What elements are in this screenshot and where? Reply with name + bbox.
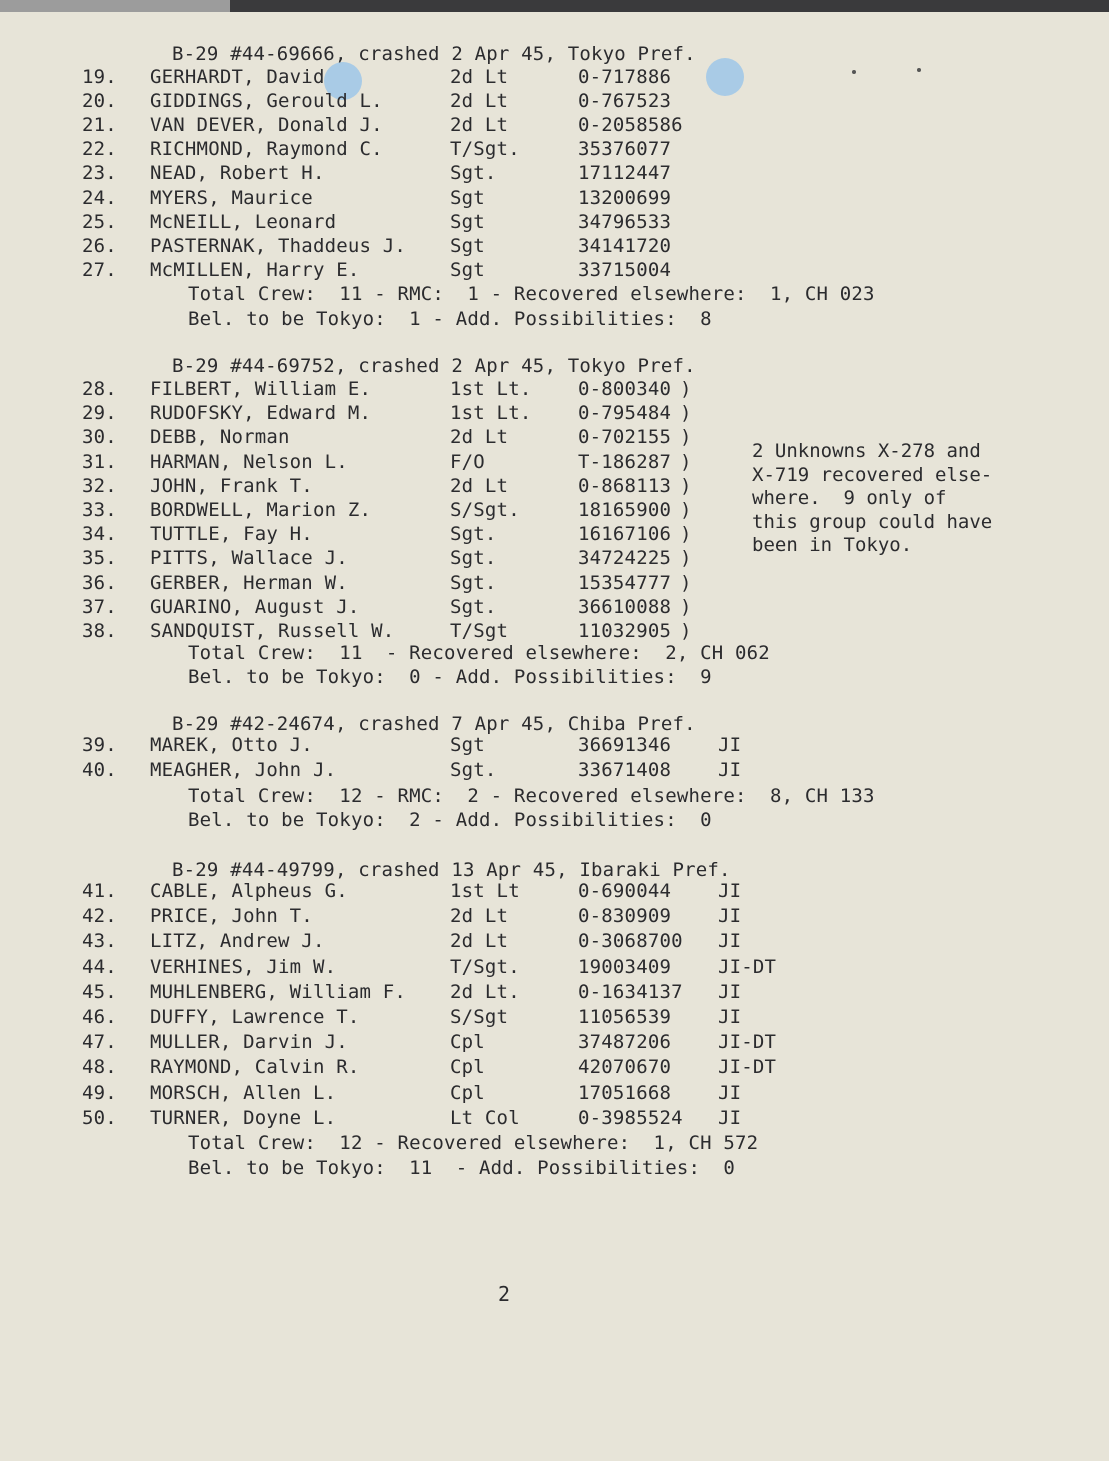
crew-rank: 2d Lt xyxy=(450,475,509,497)
crew-rank: 1st Lt. xyxy=(450,378,532,400)
crew-rank: 2d Lt xyxy=(450,426,509,448)
crew-rank: 2d Lt xyxy=(450,905,509,927)
crew-name: RICHMOND, Raymond C. xyxy=(150,138,383,160)
row-number: 41. xyxy=(82,880,117,902)
crew-status: JI-DT xyxy=(718,1031,777,1053)
row-number: 44. xyxy=(82,956,117,978)
crew-total-line: Total Crew: 11 - RMC: 1 - Recovered elsewhere: 1, CH 023 xyxy=(188,283,875,305)
crew-rank: F/O xyxy=(450,451,485,473)
tokyo-possibilities-line: Bel. to be Tokyo: 0 - Add. Possibilities: 9 xyxy=(188,666,712,688)
crew-name: GERHARDT, David xyxy=(150,66,325,88)
crew-name: TURNER, Doyne L. xyxy=(150,1107,337,1129)
crew-serial: 34724225 xyxy=(578,547,672,569)
crew-serial: 0-830909 xyxy=(578,905,672,927)
crew-name: RUDOFSKY, Edward M. xyxy=(150,402,372,424)
crew-name: MULLER, Darvin J. xyxy=(150,1031,348,1053)
crew-serial: 33671408 xyxy=(578,759,672,781)
row-number: 36. xyxy=(82,572,117,594)
crew-serial: 0-868113 xyxy=(578,475,672,497)
crew-name: TUTTLE, Fay H. xyxy=(150,523,313,545)
crew-name: MUHLENBERG, William F. xyxy=(150,981,407,1003)
ink-speck xyxy=(852,70,856,74)
crew-rank: 2d Lt xyxy=(450,114,509,136)
crew-total-line: Total Crew: 12 - Recovered elsewhere: 1, CH 572 xyxy=(188,1132,759,1154)
bracket-mark: ) xyxy=(680,402,692,424)
crew-serial: 17051668 xyxy=(578,1082,672,1104)
crew-status: JI xyxy=(718,981,742,1003)
crew-name: McMILLEN, Harry E. xyxy=(150,259,360,281)
crew-name: VERHINES, Jim W. xyxy=(150,956,337,978)
row-number: 43. xyxy=(82,930,117,952)
crew-serial: 36610088 xyxy=(578,596,672,618)
crew-name: GUARINO, August J. xyxy=(150,596,360,618)
crew-serial: 36691346 xyxy=(578,734,672,756)
crew-serial: 42070670 xyxy=(578,1056,672,1078)
bracket-mark: ) xyxy=(680,451,692,473)
bracket-mark: ) xyxy=(680,547,692,569)
crew-serial: 0-702155 xyxy=(578,426,672,448)
crew-name: DEBB, Norman xyxy=(150,426,290,448)
row-number: 39. xyxy=(82,734,117,756)
crew-rank: Sgt xyxy=(450,259,485,281)
crew-serial: 34141720 xyxy=(578,235,672,257)
crew-serial: 13200699 xyxy=(578,187,672,209)
crew-serial: 34796533 xyxy=(578,211,672,233)
crew-serial: 16167106 xyxy=(578,523,672,545)
crew-rank: Sgt. xyxy=(450,523,497,545)
crew-status: JI xyxy=(718,1082,742,1104)
row-number: 50. xyxy=(82,1107,117,1129)
crew-name: HARMAN, Nelson L. xyxy=(150,451,348,473)
document-page xyxy=(0,12,1109,1461)
crew-rank: 1st Lt xyxy=(450,880,520,902)
crew-name: LITZ, Andrew J. xyxy=(150,930,325,952)
row-number: 29. xyxy=(82,402,117,424)
crew-rank: T/Sgt. xyxy=(450,138,520,160)
crew-name: BORDWELL, Marion Z. xyxy=(150,499,372,521)
crew-rank: 2d Lt. xyxy=(450,981,520,1003)
ink-speck xyxy=(917,68,921,72)
crew-rank: Sgt xyxy=(450,235,485,257)
row-number: 22. xyxy=(82,138,117,160)
crew-name: FILBERT, William E. xyxy=(150,378,372,400)
crew-status: JI xyxy=(718,759,742,781)
crew-name: SANDQUIST, Russell W. xyxy=(150,620,395,642)
crew-name: MORSCH, Allen L. xyxy=(150,1082,337,1104)
crew-serial: 0-717886 xyxy=(578,66,672,88)
crew-name: RAYMOND, Calvin R. xyxy=(150,1056,360,1078)
crew-status: JI xyxy=(718,905,742,927)
bracket-mark: ) xyxy=(680,572,692,594)
crew-name: PASTERNAK, Thaddeus J. xyxy=(150,235,407,257)
crew-rank: 2d Lt xyxy=(450,90,509,112)
scan-top-border xyxy=(0,0,1109,12)
crew-rank: Cpl xyxy=(450,1031,485,1053)
crew-status: JI xyxy=(718,1006,742,1028)
row-number: 37. xyxy=(82,596,117,618)
aircraft-header: B-29 #42-24674, crashed 7 Apr 45, Chiba Pref. xyxy=(172,713,696,735)
crew-rank: Sgt. xyxy=(450,162,497,184)
crew-serial: 17112447 xyxy=(578,162,672,184)
group-note: 2 Unknowns X-278 and X-719 recovered else- where. 9 only of this group could have been in Tokyo. xyxy=(752,440,993,556)
crew-name: McNEILL, Leonard xyxy=(150,211,337,233)
crew-status: JI xyxy=(718,734,742,756)
crew-serial: 19003409 xyxy=(578,956,672,978)
crew-rank: Sgt xyxy=(450,734,485,756)
crew-status: JI xyxy=(718,930,742,952)
aircraft-header: B-29 #44-49799, crashed 13 Apr 45, Ibaraki Pref. xyxy=(172,859,731,881)
crew-serial: 15354777 xyxy=(578,572,672,594)
crew-serial: 18165900 xyxy=(578,499,672,521)
row-number: 48. xyxy=(82,1056,117,1078)
crew-name: GERBER, Herman W. xyxy=(150,572,348,594)
row-number: 23. xyxy=(82,162,117,184)
crew-serial: 0-690044 xyxy=(578,880,672,902)
crew-serial: 11056539 xyxy=(578,1006,672,1028)
crew-rank: Sgt xyxy=(450,187,485,209)
row-number: 40. xyxy=(82,759,117,781)
crew-status: JI xyxy=(718,880,742,902)
row-number: 24. xyxy=(82,187,117,209)
crew-serial: 0-1634137 xyxy=(578,981,683,1003)
crew-rank: Cpl xyxy=(450,1082,485,1104)
crew-serial: 0-795484 xyxy=(578,402,672,424)
row-number: 34. xyxy=(82,523,117,545)
bracket-mark: ) xyxy=(680,620,692,642)
aircraft-header: B-29 #44-69752, crashed 2 Apr 45, Tokyo Pref. xyxy=(172,355,696,377)
bracket-mark: ) xyxy=(680,523,692,545)
page-number: 2 xyxy=(498,1282,511,1306)
crew-name: MEAGHER, John J. xyxy=(150,759,337,781)
crew-rank: S/Sgt xyxy=(450,1006,509,1028)
crew-status: JI-DT xyxy=(718,956,777,978)
crew-name: VAN DEVER, Donald J. xyxy=(150,114,383,136)
crew-rank: Lt Col xyxy=(450,1107,520,1129)
row-number: 42. xyxy=(82,905,117,927)
bracket-mark: ) xyxy=(680,475,692,497)
row-number: 46. xyxy=(82,1006,117,1028)
crew-rank: 1st Lt. xyxy=(450,402,532,424)
bracket-mark: ) xyxy=(680,499,692,521)
bracket-mark: ) xyxy=(680,426,692,448)
crew-serial: 35376077 xyxy=(578,138,672,160)
row-number: 27. xyxy=(82,259,117,281)
crew-rank: Cpl xyxy=(450,1056,485,1078)
crew-name: MYERS, Maurice xyxy=(150,187,313,209)
crew-name: MAREK, Otto J. xyxy=(150,734,313,756)
tokyo-possibilities-line: Bel. to be Tokyo: 1 - Add. Possibilities: 8 xyxy=(188,308,712,330)
row-number: 30. xyxy=(82,426,117,448)
bracket-mark: ) xyxy=(680,378,692,400)
crew-serial: 0-3985524 xyxy=(578,1107,683,1129)
bracket-mark: ) xyxy=(680,596,692,618)
crew-serial: 37487206 xyxy=(578,1031,672,1053)
row-number: 35. xyxy=(82,547,117,569)
crew-serial: 33715004 xyxy=(578,259,672,281)
tokyo-possibilities-line: Bel. to be Tokyo: 2 - Add. Possibilities: 0 xyxy=(188,809,712,831)
crew-name: JOHN, Frank T. xyxy=(150,475,313,497)
crew-rank: S/Sgt. xyxy=(450,499,520,521)
crew-name: DUFFY, Lawrence T. xyxy=(150,1006,360,1028)
crew-serial: 0-2058586 xyxy=(578,114,683,136)
crew-rank: 2d Lt xyxy=(450,66,509,88)
row-number: 31. xyxy=(82,451,117,473)
crew-name: GIDDINGS, Gerould L. xyxy=(150,90,383,112)
crew-rank: Sgt. xyxy=(450,547,497,569)
crew-name: PITTS, Wallace J. xyxy=(150,547,348,569)
crew-rank: Sgt. xyxy=(450,572,497,594)
row-number: 32. xyxy=(82,475,117,497)
crew-total-line: Total Crew: 11 - Recovered elsewhere: 2, CH 062 xyxy=(188,642,770,664)
row-number: 49. xyxy=(82,1082,117,1104)
crew-status: JI xyxy=(718,1107,742,1129)
row-number: 20. xyxy=(82,90,117,112)
crew-rank: 2d Lt xyxy=(450,930,509,952)
row-number: 19. xyxy=(82,66,117,88)
punch-hole-right xyxy=(706,58,744,96)
crew-total-line: Total Crew: 12 - RMC: 2 - Recovered elsewhere: 8, CH 133 xyxy=(188,785,875,807)
row-number: 38. xyxy=(82,620,117,642)
row-number: 45. xyxy=(82,981,117,1003)
crew-rank: T/Sgt. xyxy=(450,956,520,978)
crew-rank: T/Sgt xyxy=(450,620,509,642)
aircraft-header: B-29 #44-69666, crashed 2 Apr 45, Tokyo Pref. xyxy=(172,43,696,65)
crew-serial: 11032905 xyxy=(578,620,672,642)
crew-serial: 0-800340 xyxy=(578,378,672,400)
crew-serial: 0-3068700 xyxy=(578,930,683,952)
row-number: 26. xyxy=(82,235,117,257)
crew-serial: T-186287 xyxy=(578,451,672,473)
crew-name: PRICE, John T. xyxy=(150,905,313,927)
row-number: 28. xyxy=(82,378,117,400)
row-number: 33. xyxy=(82,499,117,521)
crew-serial: 0-767523 xyxy=(578,90,672,112)
row-number: 47. xyxy=(82,1031,117,1053)
crew-rank: Sgt xyxy=(450,211,485,233)
crew-rank: Sgt. xyxy=(450,759,497,781)
row-number: 25. xyxy=(82,211,117,233)
crew-name: NEAD, Robert H. xyxy=(150,162,325,184)
row-number: 21. xyxy=(82,114,117,136)
tokyo-possibilities-line: Bel. to be Tokyo: 11 - Add. Possibilities: 0 xyxy=(188,1157,736,1179)
crew-rank: Sgt. xyxy=(450,596,497,618)
scan-top-notch xyxy=(0,0,230,12)
crew-status: JI-DT xyxy=(718,1056,777,1078)
crew-name: CABLE, Alpheus G. xyxy=(150,880,348,902)
